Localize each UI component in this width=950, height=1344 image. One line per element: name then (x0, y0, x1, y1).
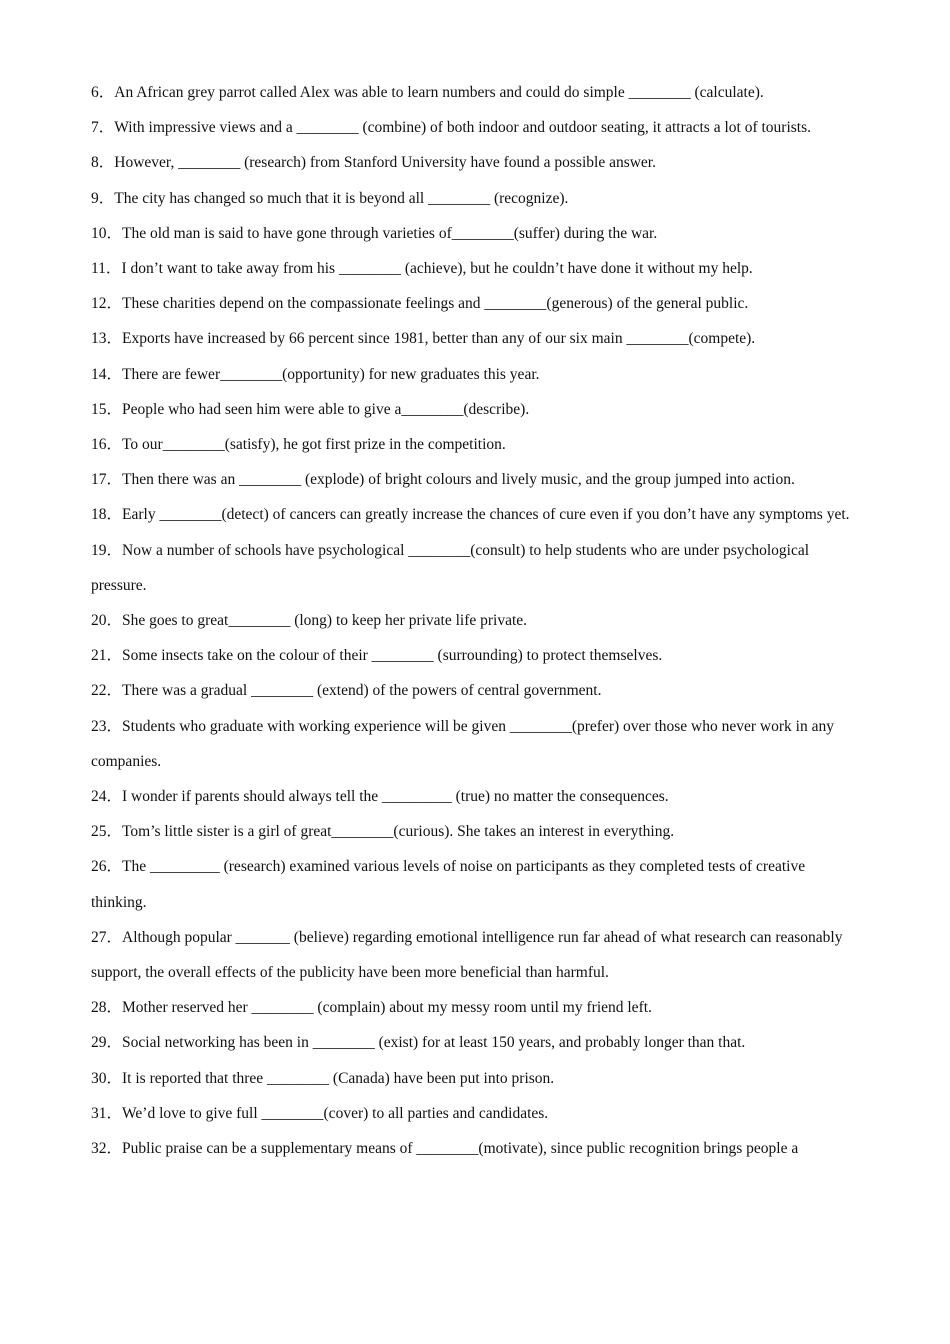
question-9 (91, 181, 861, 216)
question-number: 15． (91, 400, 123, 418)
question-20 (91, 603, 861, 638)
question-text: Now a number of schools have psychological ________(consult) to help students who are under psychological pressure. (91, 541, 810, 594)
question-number: 19． (91, 541, 123, 559)
question-text: People who had seen him were able to give a________(describe). (122, 400, 530, 418)
question-16 (91, 427, 861, 462)
question-21 (91, 638, 861, 673)
question-11 (91, 251, 861, 286)
question-text: Although popular _______ (believe) regarding emotional intelligence run far ahead of what research can reasonably support, the overall effects of the publicity have been more beneficial than harmful. (91, 928, 843, 982)
question-text: To our________(satisfy), he got first prize in the competition. (122, 436, 506, 454)
question-number: 11． (91, 260, 122, 278)
question-number: 12． (91, 295, 123, 313)
question-number: 30． (91, 1069, 123, 1087)
question-list (91, 75, 861, 1166)
question-text: Public praise can be a supplementary means of ________(motivate), since public recognition brings people a (122, 1140, 799, 1158)
question-text: We’d love to give full ________(cover) to all parties and candidates. (122, 1104, 549, 1122)
question-number: 10． (91, 224, 123, 242)
question-6 (91, 75, 861, 110)
question-number: 27． (91, 928, 123, 946)
question-number: 17． (91, 471, 123, 489)
question-text: The old man is said to have gone through varieties of________(suffer) during the war. (122, 224, 658, 242)
question-text: Social networking has been in ________ (exist) for at least 150 years, and probably longer than that. (122, 1034, 746, 1052)
question-8 (91, 145, 861, 180)
question-number: 22． (91, 682, 123, 700)
question-number: 6． (91, 84, 115, 101)
question-text: The _________ (research) examined various levels of noise on participants as they completed tests of creative thinking. (91, 858, 806, 911)
question-number: 14． (91, 365, 123, 383)
question-32 (91, 1131, 861, 1166)
question-17 (91, 462, 861, 497)
question-number: 8． (91, 154, 115, 172)
question-text: She goes to great________ (long) to keep her private life private. (122, 612, 528, 630)
question-19 (91, 533, 861, 603)
question-10 (91, 216, 861, 251)
question-text: There was a gradual ________ (extend) of the powers of central government. (122, 682, 602, 700)
question-text: I don’t want to take away from his ________ (achieve), but he couldn’t have done it without my help. (121, 260, 753, 278)
question-number: 9． (91, 189, 115, 207)
question-text: Mother reserved her ________ (complain) about my messy room until my friend left. (122, 999, 652, 1017)
question-24 (91, 779, 861, 814)
question-18 (91, 497, 861, 532)
question-number: 21． (91, 647, 123, 665)
question-text: Tom’s little sister is a girl of great________(curious). She takes an interest in everything. (122, 823, 675, 841)
question-text: Students who graduate with working experience will be given ________(prefer) over those who never work in any companies. (91, 717, 834, 770)
question-number: 32． (91, 1140, 123, 1158)
question-14 (91, 357, 861, 392)
question-text: I wonder if parents should always tell the _________ (true) no matter the consequences. (122, 788, 669, 806)
question-text: Early ________(detect) of cancers can greatly increase the chances of cure even if you don’t have any symptoms yet. (122, 506, 850, 524)
question-number: 16． (91, 436, 123, 454)
question-13 (91, 321, 861, 356)
question-number: 29． (91, 1034, 123, 1052)
question-7 (91, 110, 861, 145)
question-text: There are fewer________(opportunity) for new graduates this year. (122, 365, 540, 383)
question-text: With impressive views and a ________ (combine) of both indoor and outdoor seating, it attracts a lot of tourists. (114, 119, 812, 137)
question-number: 13． (91, 330, 123, 348)
question-text: However, ________ (research) from Stanford University have found a possible answer. (114, 154, 656, 172)
question-30 (91, 1061, 861, 1096)
question-26 (91, 849, 861, 919)
question-number: 25． (91, 823, 123, 841)
question-number: 7． (91, 119, 115, 137)
question-27 (91, 920, 861, 990)
question-number: 23． (91, 717, 123, 735)
question-25 (91, 814, 861, 849)
question-22 (91, 673, 861, 708)
question-number: 20． (91, 612, 123, 630)
question-number: 24． (91, 788, 123, 806)
question-text: Some insects take on the colour of their ________ (surrounding) to protect themselves. (122, 647, 663, 665)
question-number: 31． (91, 1104, 123, 1122)
question-number: 28． (91, 999, 123, 1017)
question-text: The city has changed so much that it is beyond all ________ (recognize). (114, 189, 569, 207)
question-15 (91, 392, 861, 427)
question-number: 18． (91, 506, 123, 524)
question-text: Exports have increased by 66 percent since 1981, better than any of our six main ________(compete). (122, 330, 756, 348)
question-23 (91, 709, 861, 779)
question-29 (91, 1025, 861, 1060)
question-12 (91, 286, 861, 321)
question-28 (91, 990, 861, 1025)
question-text: These charities depend on the compassionate feelings and ________(generous) of the general public. (122, 295, 749, 313)
question-text: Then there was an ________ (explode) of bright colours and lively music, and the group jumped into action. (122, 471, 795, 489)
question-31 (91, 1096, 861, 1131)
question-number: 26． (91, 858, 123, 876)
question-text: It is reported that three ________ (Canada) have been put into prison. (122, 1069, 555, 1087)
question-text: An African grey parrot called Alex was able to learn numbers and could do simple ________ (calculate). (114, 84, 764, 101)
